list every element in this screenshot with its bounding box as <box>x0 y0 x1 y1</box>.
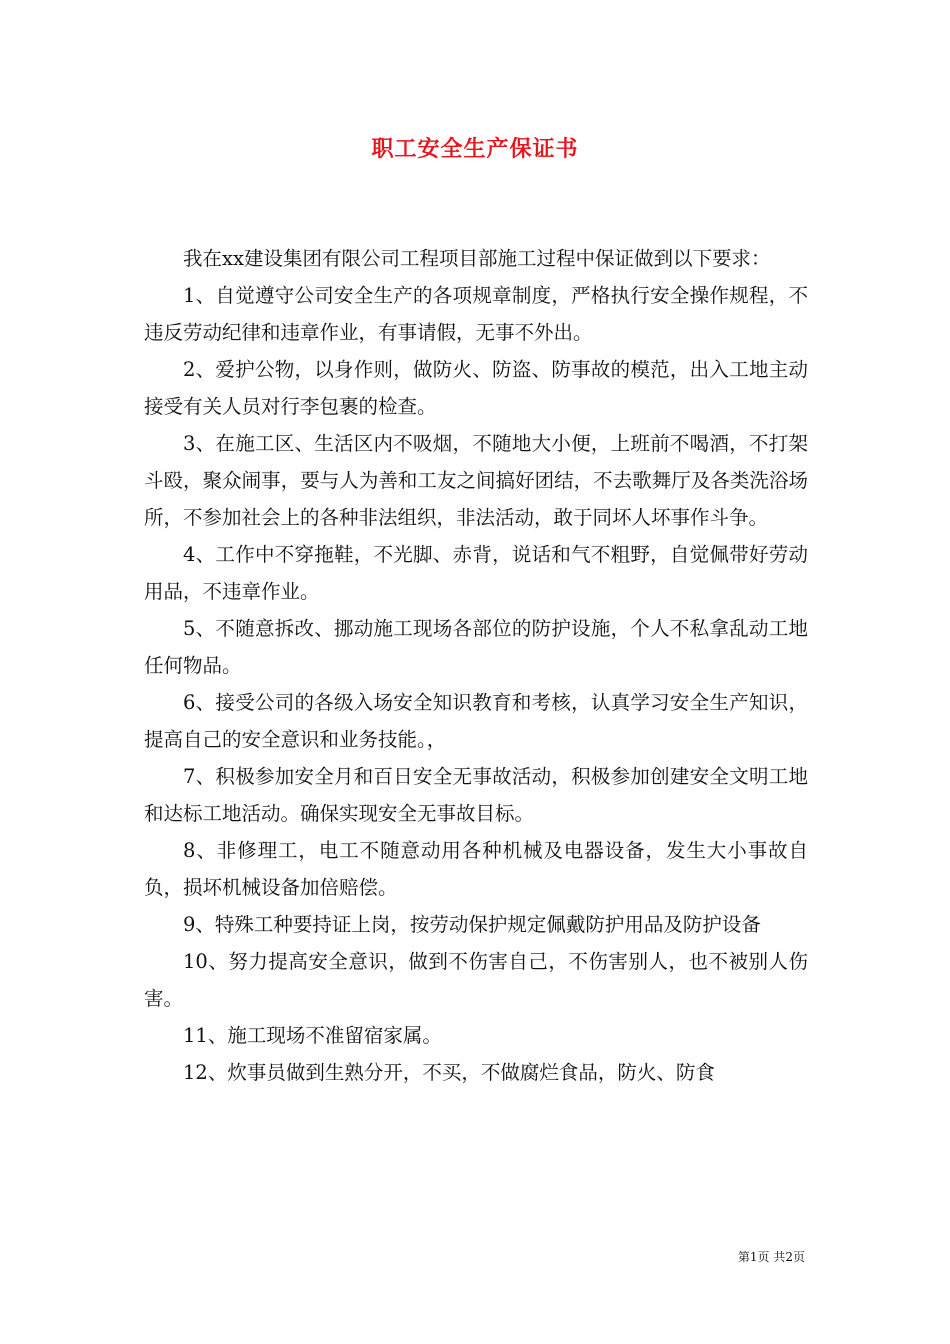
page-number: 第1页 共2页 <box>737 1250 805 1264</box>
clause-8: 8、非修理工，电工不随意动用各种机械及电器设备，发生大小事故自负，损坏机械设备加倍赔偿。 <box>144 839 808 899</box>
clause-1: 1、自觉遵守公司安全生产的各项规章制度，严格执行安全操作规程，不违反劳动纪律和违章作业，有事请假，无事不外出。 <box>144 284 808 344</box>
clause-7: 7、积极参加安全月和百日安全无事故活动，积极参加创建安全文明工地和达标工地活动。确保实现安全无事故目标。 <box>144 765 808 825</box>
document-title: 职工安全生产保证书 <box>371 136 579 162</box>
clause-9: 9、特殊工种要持证上岗，按劳动保护规定佩戴防护用品及防护设备 <box>183 913 761 936</box>
clause-10: 10、努力提高安全意识，做到不伤害自己，不伤害别人，也不被别人伤害。 <box>144 950 808 1010</box>
clause-12: 12、炊事员做到生熟分开，不买，不做腐烂食品，防火、防食 <box>183 1061 715 1084</box>
intro-paragraph: 我在xx建设集团有限公司工程项目部施工过程中保证做到以下要求： <box>183 247 771 270</box>
document-body <box>144 240 808 1091</box>
clause-3: 3、在施工区、生活区内不吸烟，不随地大小便，上班前不喝酒，不打架斗殴，聚众闹事，要与人为善和工友之间搞好团结，不去歌舞厅及各类洗浴场所，不参加社会上的各种非法组织，非法活动，敢于同坏人坏事作斗争。 <box>144 432 808 529</box>
clause-4: 4、工作中不穿拖鞋，不光脚、赤背，说话和气不粗野，自觉佩带好劳动用品，不违章作业。 <box>144 543 808 603</box>
clause-2: 2、爱护公物，以身作则，做防火、防盗、防事故的模范，出入工地主动接受有关人员对行李包裹的检查。 <box>144 358 808 418</box>
clause-11: 11、施工现场不准留宿家属。 <box>183 1024 442 1047</box>
clause-6: 6、接受公司的各级入场安全知识教育和考核，认真学习安全生产知识，提高自己的安全意识和业务技能。， <box>144 691 808 751</box>
clause-5: 5、不随意拆改、挪动施工现场各部位的防护设施，个人不私拿乱动工地任何物品。 <box>144 617 808 677</box>
